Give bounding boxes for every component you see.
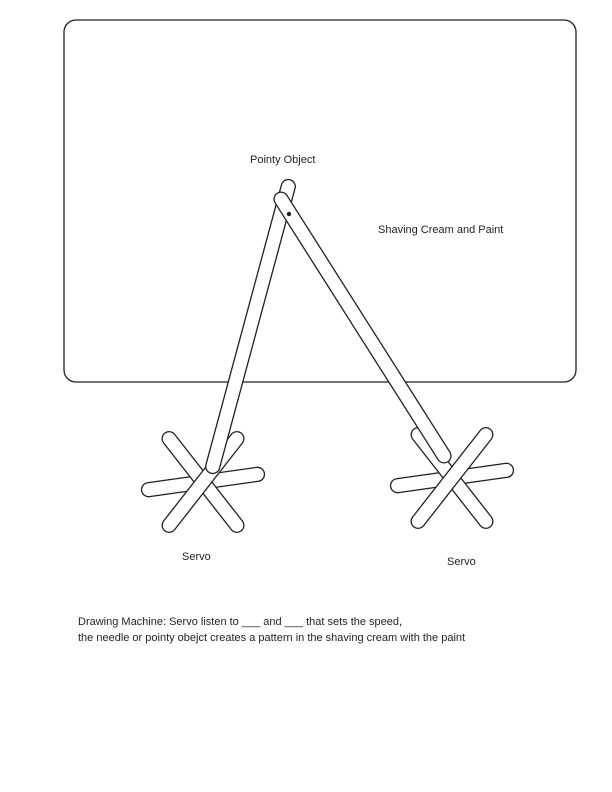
servo-left-label: Servo: [182, 551, 211, 563]
servo-right-horn: [390, 425, 515, 531]
pointy-object-dot: [287, 212, 291, 216]
pointy-object-label: Pointy Object: [250, 154, 316, 166]
shaving-cream-label: Shaving Cream and Paint: [378, 224, 504, 236]
servo-left-horn: [141, 429, 266, 535]
caption-line-2: the needle or pointy obejct creates a pattern in the shaving cream with the paint: [78, 632, 466, 644]
caption-line-1: Drawing Machine: Servo listen to ___ and ___ that sets the speed,: [78, 616, 403, 628]
servo-right-label: Servo: [447, 556, 476, 568]
shaving-cream-tray: [64, 20, 576, 382]
diagram-caption: [78, 614, 465, 646]
